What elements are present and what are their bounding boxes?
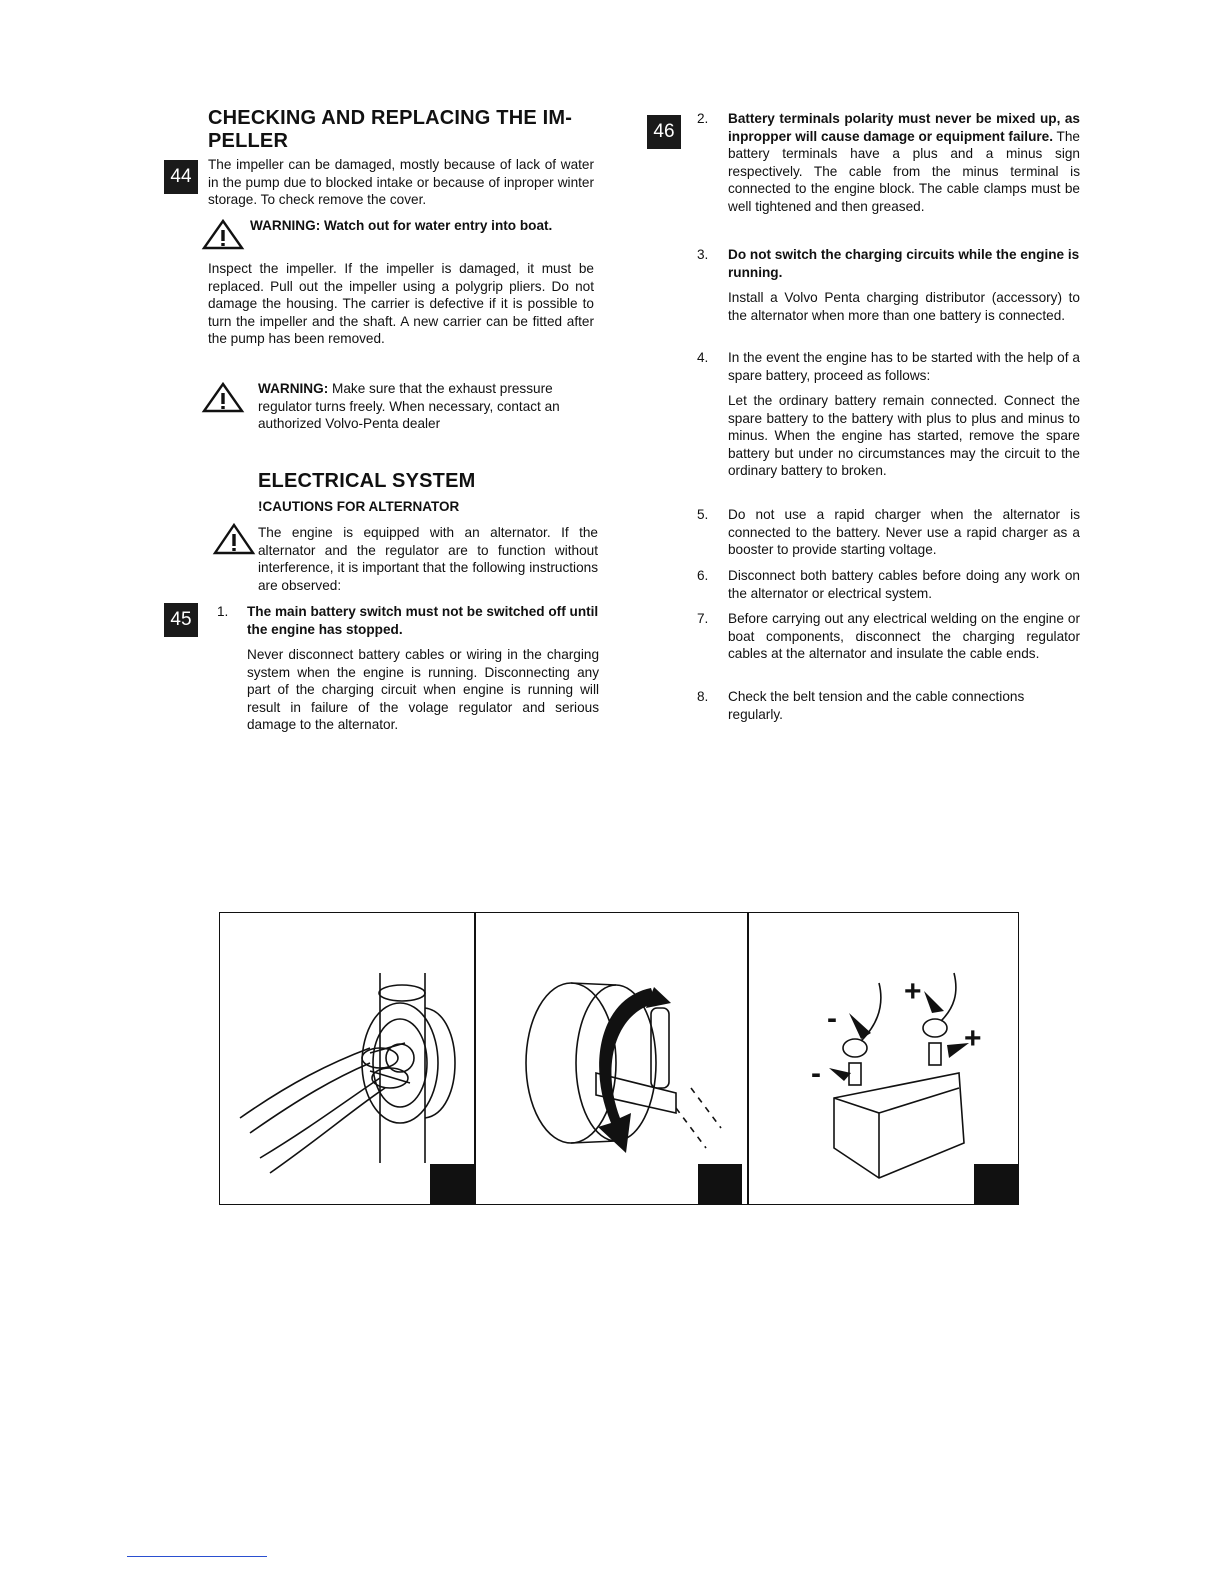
- item3-bold: Do not switch the charging circuits while the engine is running.: [728, 247, 1080, 280]
- impeller-intro: The impeller can be damaged, mostly because of lack of water in the pump due to blocked intake or because of inproper winter storage. To check remove the cover.: [208, 157, 594, 208]
- heading-impeller-line1: CHECKING AND REPLACING THE IM-: [208, 107, 573, 129]
- plus-sign: +: [964, 1022, 982, 1055]
- list-number: 1.: [217, 604, 229, 619]
- illustration-strip: [219, 912, 1019, 1205]
- footer-rule: [127, 1556, 267, 1557]
- list-number: 3.: [697, 247, 709, 262]
- list-number: 7.: [697, 611, 709, 626]
- list-number: 5.: [697, 507, 709, 522]
- item8-text: Check the belt tension and the cable connections regularly.: [728, 689, 1025, 722]
- item5-text: Do not use a rapid charger when the alternator is connected to the battery. Never use a rapid charger as a booster to provide starting voltage.: [728, 507, 1080, 558]
- item4-text: In the event the engine has to be started with the help of a spare battery, proceed as follows:: [728, 350, 1080, 383]
- battery-terminals-illustration: [749, 913, 1019, 1203]
- figure-pump-rotation: [476, 913, 746, 1204]
- warning-triangle-icon: [201, 381, 245, 413]
- item7-text: Before carrying out any electrical welding on the engine or boat components, disconnect the charging regulator cables at the alternator and insulate the cable ends.: [728, 611, 1080, 662]
- figure-corner-marker: [698, 1164, 742, 1204]
- item2-bold: Battery terminals polarity must never be mixed up, as inpropper will cause damage or equipment failure.: [728, 111, 1080, 144]
- cautions-intro: The engine is equipped with an alternator. If the alternator and the regulator are to function without interference, it is important that the following instructions are observed:: [258, 525, 598, 593]
- item2-text: [728, 110, 1080, 216]
- item1-text: Never disconnect battery cables or wiring in the charging system when the engine is running. Disconnecting any part of the charging circuit when engine is running will result in failure of the volage regulator and serious damage to the alternator.: [247, 647, 599, 733]
- minus-sign: -: [811, 1057, 821, 1090]
- list-number: 4.: [697, 350, 709, 365]
- list-number: 6.: [697, 568, 709, 583]
- figure-corner-marker: [974, 1164, 1018, 1204]
- heading-electrical-system: ELECTRICAL SYSTEM: [258, 470, 476, 492]
- impeller-pliers-illustration: [220, 913, 475, 1203]
- warning-label: WARNING:: [258, 381, 329, 396]
- plus-sign: +: [904, 975, 922, 1008]
- warning-triangle-icon: [201, 218, 245, 250]
- item1-bold: The main battery switch must not be switched off until the engine has stopped.: [247, 604, 599, 637]
- item4-subtext: Let the ordinary battery remain connected. Connect the spare battery to the battery with plus to plus and minus to minus. When the engine has started, remove the spare battery but under no circumstances may the circuit to the ordinary battery to broken.: [728, 393, 1080, 479]
- figure-corner-marker: [430, 1164, 474, 1204]
- impeller-inspect-text: Inspect the impeller. If the impeller is damaged, it must be replaced. Pull out the impeller using a polygrip pliers. Do not damage the housing. The carrier is defective if it is possible to turn the impeller and the shaft. A new carrier can be fitted after the pump has been removed.: [208, 261, 594, 347]
- heading-impeller: [208, 107, 608, 153]
- warning-exhaust-regulator: [258, 380, 594, 433]
- warning-text: Make sure that the exhaust pressure regulator turns freely. When necessary, contact an authorized Volvo-Penta dealer: [258, 381, 560, 432]
- heading-cautions-alternator: !CAUTIONS FOR ALTERNATOR: [258, 499, 460, 514]
- item3-text: Install a Volvo Penta charging distributor (accessory) to the alternator when more than one battery is connected.: [728, 290, 1080, 323]
- pump-rotation-illustration: [476, 913, 746, 1203]
- section-badge-44: 44: [164, 160, 198, 194]
- section-badge-45: 45: [164, 603, 198, 637]
- item2-detail: The battery terminals have a plus and a minus sign respectively. The cable from the minus terminal is connected to the engine block. The cable clamps must be well tightened and then greased.: [728, 128, 1080, 214]
- heading-impeller-line2: PELLER: [208, 130, 289, 152]
- figure-battery-terminals: [749, 913, 1019, 1204]
- warning-water-entry: WARNING: Watch out for water entry into boat.: [250, 218, 553, 233]
- figure-impeller-pliers: [220, 913, 475, 1204]
- minus-sign: -: [827, 1002, 837, 1035]
- section-badge-46: 46: [647, 115, 681, 149]
- list-number: 2.: [697, 111, 709, 126]
- list-number: 8.: [697, 689, 709, 704]
- item6-text: Disconnect both battery cables before doing any work on the alternator or electrical system.: [728, 568, 1080, 601]
- warning-triangle-icon: [212, 522, 256, 556]
